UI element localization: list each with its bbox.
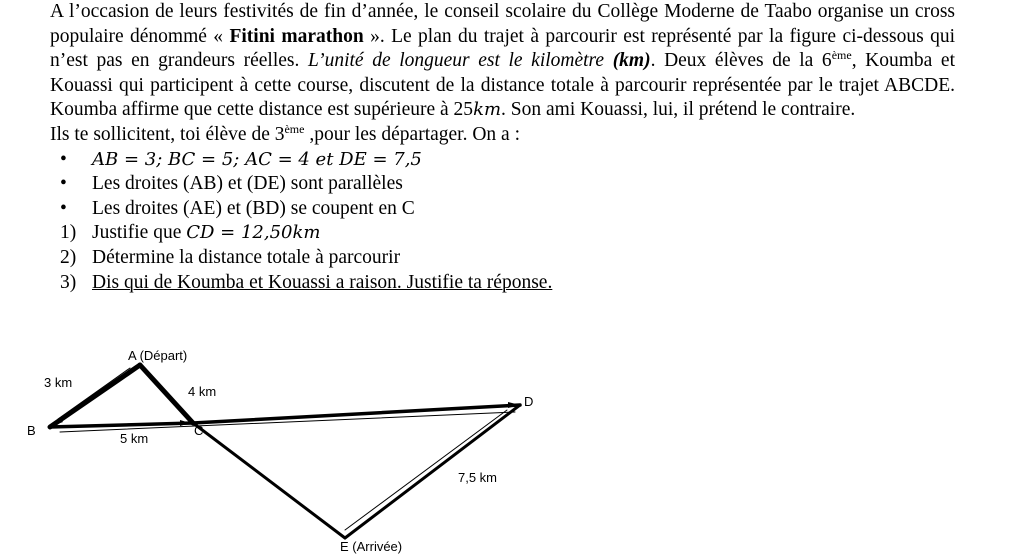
unit-text: L’unité de longueur est le kilomètre <box>307 50 613 72</box>
prompt-text-1: Ils te sollicitent, toi élève de 3 <box>50 123 285 145</box>
question-number: 1) <box>60 222 77 244</box>
question-text: Détermine la distance totale à parcourir <box>92 246 401 268</box>
label-de-length: 7,5 km <box>458 470 498 485</box>
question-math: CD = 12,50km <box>186 222 321 244</box>
route-figure <box>0 340 560 555</box>
label-ac-length: 4 km <box>188 384 217 399</box>
given-intersect: Les droites (AE) et (BD) se coupent en C <box>92 197 415 219</box>
grade-6-sup: ème <box>831 48 852 63</box>
unit-abbr: (km) <box>612 50 651 72</box>
race-name: Fitini marathon <box>229 25 364 47</box>
given-item <box>50 197 955 222</box>
prompt-text-2: ,pour les départager. On a : <box>304 123 520 145</box>
grade-3-sup: ème <box>284 121 305 136</box>
prompt-line <box>50 123 955 148</box>
segment-bc <box>50 423 193 427</box>
question-text: Dis qui de Koumba et Kouassi a raison. Justifie ta réponse. <box>92 271 553 293</box>
given-item <box>50 148 955 173</box>
inner-line-bd <box>60 412 515 432</box>
given-lengths: AB = 3; BC = 5; AC = 4 et DE = 7,5 <box>92 148 422 170</box>
segment-ce <box>193 423 345 538</box>
given-item <box>50 172 955 197</box>
label-d: D <box>524 394 534 409</box>
label-b: B <box>27 423 36 438</box>
exercise-text <box>50 0 955 295</box>
label-ab-length: 3 km <box>44 375 73 390</box>
label-c: C <box>194 423 204 438</box>
segment-ac <box>140 365 193 423</box>
intro-text-1: A l’occasion de leurs festivités de fin d’année, le conseil scolaire du Collège Moderne de Taabo organise un cross populaire dénommé « <box>50 1 955 47</box>
intro-text-2: ». Le plan du trajet à parcourir est représenté par la figure ci-dessous qui n’est pas en grandeurs réelles. <box>50 25 955 72</box>
label-a: A (Départ) <box>128 348 188 363</box>
label-e: E (Arrivée) <box>340 539 403 554</box>
intro-text-3: . Deux élèves de la 6 <box>650 50 832 72</box>
question-number: 3) <box>60 271 77 293</box>
question-item <box>50 221 955 246</box>
label-bc-length: 5 km <box>120 431 149 446</box>
question-item <box>50 271 955 296</box>
question-item <box>50 246 955 271</box>
intro-text-5: . Son ami Kouassi, lui, il prétend le contraire. <box>501 99 856 121</box>
givens-list <box>50 148 955 222</box>
question-number: 2) <box>60 246 77 268</box>
km-unit: km <box>473 99 502 121</box>
intro-paragraph <box>50 0 955 123</box>
question-text: Justifie que <box>92 222 187 244</box>
questions-list <box>50 221 955 295</box>
given-parallel: Les droites (AB) et (DE) sont parallèles <box>92 173 403 195</box>
intro-text-4: , Koumba et Kouassi qui participent à cette course, discutent de la distance totale à parcourir représentée par le trajet ABCDE. Koumba affirme que cette distance est supérieure à 25 <box>50 50 956 121</box>
